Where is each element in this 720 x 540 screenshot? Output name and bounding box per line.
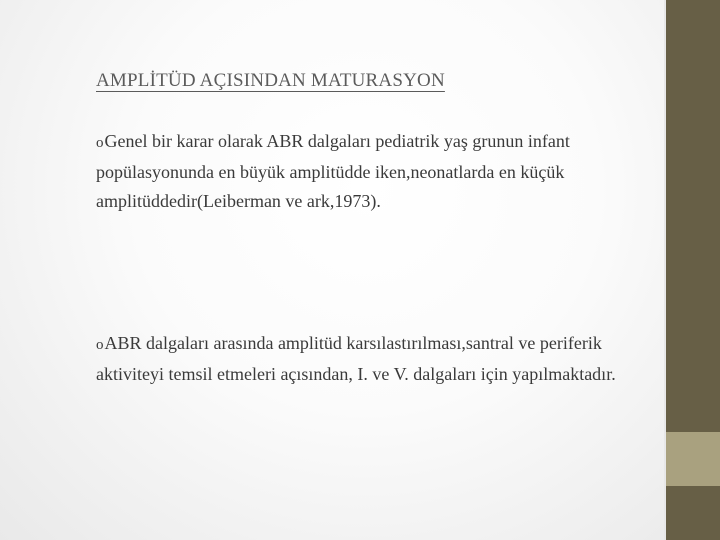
bullet-paragraph-1 bbox=[96, 127, 664, 216]
bullet-text: ABR dalgaları arasında amplitüd karsılastırılması,santral ve periferik aktiviteyi temsil etmeleri açısından, I. ve V. dalgaları için yapılmaktadır. bbox=[96, 333, 616, 384]
decorative-side-accent bbox=[666, 432, 720, 486]
bullet-marker: o bbox=[96, 337, 104, 353]
slide-title: AMPLİTÜD AÇISINDAN MATURASYON bbox=[96, 70, 445, 91]
bullet-text: Genel bir karar olarak ABR dalgaları pediatrik yaş grunun infant popülasyonunda en büyük amplitüdde iken,neonatlarda en küçük amplitüddedir(Leiberman ve ark,1973). bbox=[96, 131, 570, 211]
bullet-paragraph-2 bbox=[96, 329, 664, 389]
bullet-marker: o bbox=[96, 135, 104, 151]
